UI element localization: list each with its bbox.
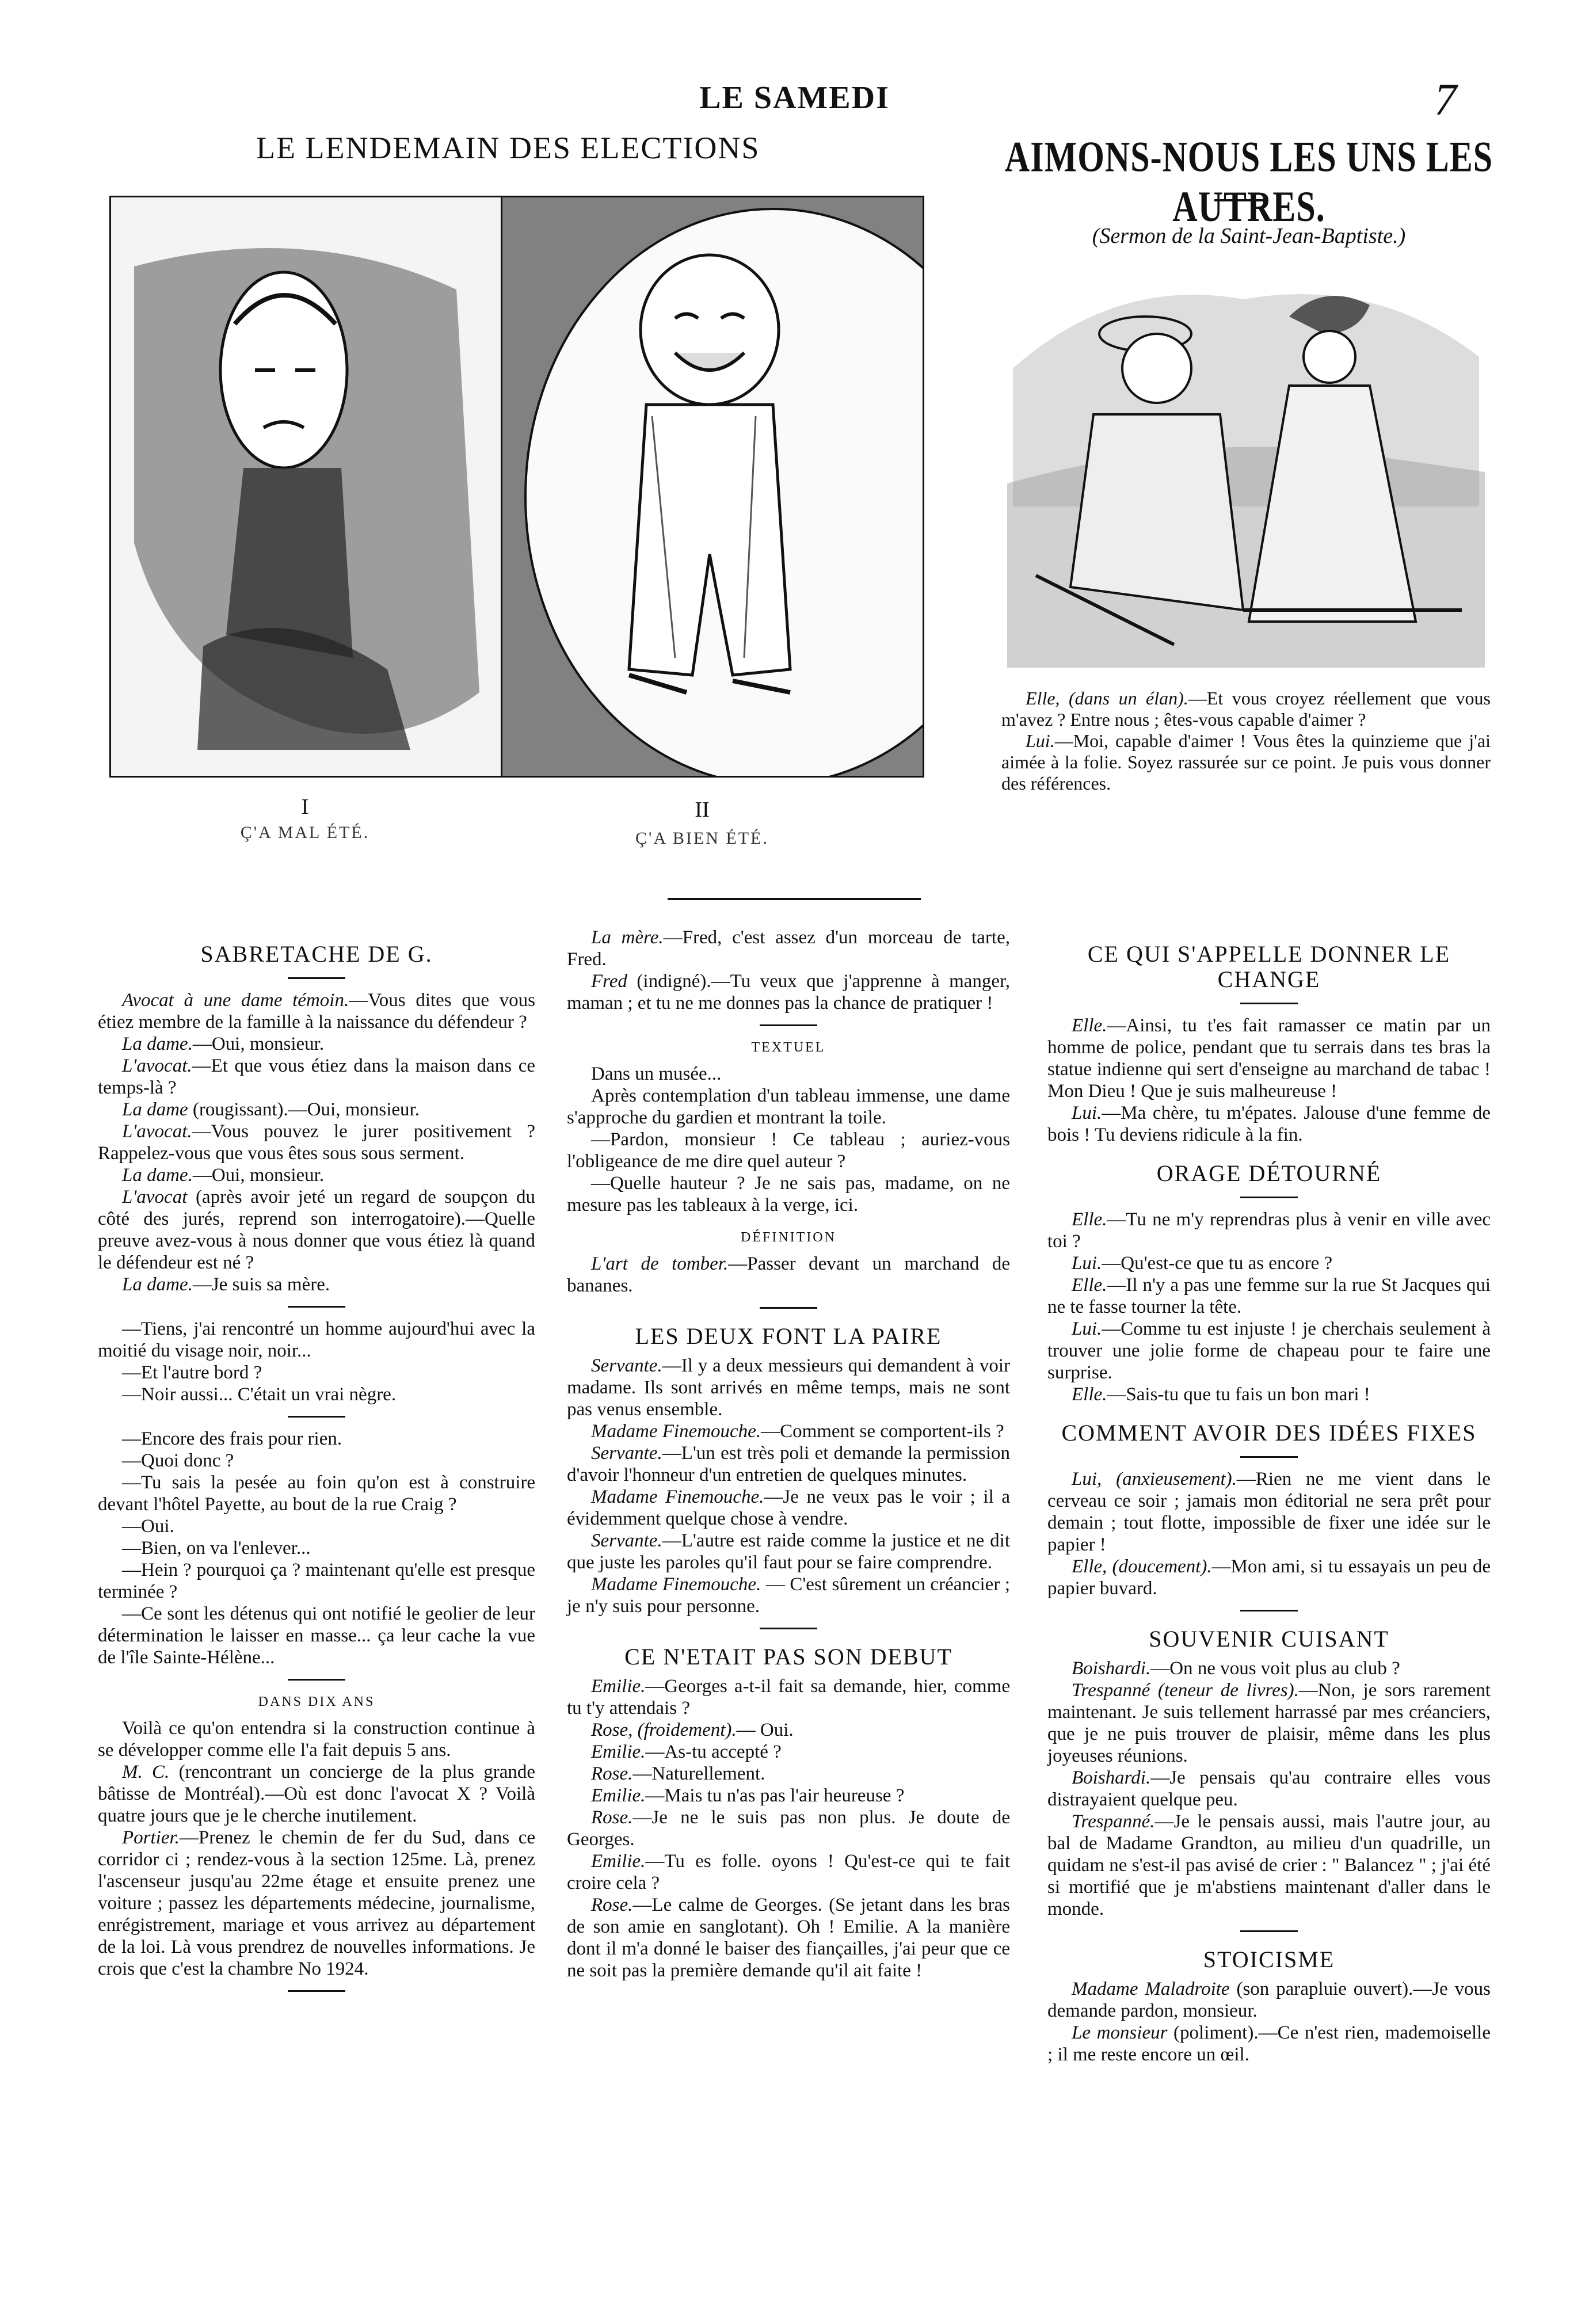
speaker: L'avocat.	[122, 1121, 192, 1142]
rule	[1240, 1197, 1298, 1198]
dialogue-text: —Tu es folle. oyons ! Qu'est-ce qui te fait croire cela ?	[567, 1851, 1010, 1894]
dialogue-text: —Passer devant un marchand de bananes.	[567, 1254, 1011, 1296]
speaker: Boishardi.	[1072, 1658, 1151, 1679]
speaker: La dame.	[122, 1274, 193, 1295]
aimons-title: AIMONS-NOUS LES UNS LES AUTRES.	[1004, 133, 1493, 230]
speaker: La dame.	[122, 1165, 193, 1186]
speaker: Elle.	[1072, 1015, 1107, 1036]
dialogue-text: (rencontrant un concierge de la plus grande bâtisse de Montréal).—Où est donc l'avocat X ? Voilà quatre jours que je le cherche inutilement.	[98, 1762, 535, 1826]
section-title: CE N'ETAIT PAS SON DEBUT	[624, 1644, 952, 1670]
dialogue-text: —Je le pensais aussi, mais l'autre jour, au bal de Madame Grandton, au milieu d'un quadrille, un quidam ne s'est-il pas avisé de crier : " Balancez " ; j'ai été si mortifié que je m'abstiens maintenant d'aller dans le monde.	[1047, 1811, 1491, 1919]
aimons-subtitle: (Sermon de la Saint-Jean-Baptiste.)	[1092, 224, 1406, 248]
dialogue-text: —Vous pouvez le jurer positivement ? Rappelez-vous que vous êtes sous sous serment.	[98, 1121, 535, 1164]
dialogue-text: —Mon ami, si tu essayais un peu de papier buvard.	[1047, 1556, 1491, 1599]
dialogue-text: —L'autre est raide comme la justice et ne dit que juste les paroles qu'il faut pour se faire comprendre.	[567, 1530, 1010, 1573]
subsection-title: DANS DIX ANS	[258, 1694, 375, 1709]
dialogue-text: (poliment).—Ce n'est rien, mademoiselle ; il me reste encore un œil.	[1047, 2022, 1491, 2065]
dialogue-text: —Non, je sors rarement maintenant. Je suis tellement harrassé par mes créanciers, que je ne puis trouver de plaisir, même dans les plus joyeuses réunions.	[1047, 1680, 1491, 1766]
rule	[288, 977, 345, 979]
paragraph: —Quoi donc ?	[122, 1450, 234, 1471]
speaker: Elle, (doucement).	[1072, 1556, 1212, 1577]
rule	[288, 1306, 345, 1308]
paragraph: —Pardon, monsieur ! Ce tableau ; auriez-vous l'obligeance de me dire quel auteur ?	[567, 1129, 1010, 1172]
happy-politician-illustration	[502, 197, 923, 776]
section-title: STOICISME	[1203, 1946, 1335, 1972]
dialogue-text: —On ne vous voit plus au club ?	[1150, 1658, 1400, 1679]
couple-bench-illustration	[1001, 265, 1491, 668]
paragraph: Après contemplation d'un tableau immense, une dame s'approche du gardien et montrant la toile.	[567, 1085, 1010, 1128]
dialogue-text: —Et que vous étiez dans la maison dans ce temps-là ?	[98, 1056, 535, 1098]
speaker: Rose.	[591, 1895, 633, 1915]
panel-2-numeral: II	[695, 798, 710, 822]
dialogue-text: (son parapluie ouvert).—Je vous demande pardon, monsieur.	[1047, 1979, 1491, 2021]
cartoon-title: LE LENDEMAIN DES ELECTIONS	[256, 131, 760, 165]
paragraph: —Tu sais la pesée au foin qu'on est à construire devant l'hôtel Payette, au bout de la rue Craig ?	[98, 1472, 535, 1515]
section-divider	[668, 898, 921, 900]
speaker: Servante.	[591, 1443, 662, 1464]
sad-politician-illustration	[111, 197, 502, 776]
dialogue-text: —Fred, c'est assez d'un morceau de tarte, Fred.	[567, 927, 1010, 970]
dialogue-text: —Ma chère, tu m'épates. Jalouse d'une femme de bois ! Tu deviens ridicule à la fin.	[1047, 1103, 1491, 1145]
speaker: Madame Maladroite	[1072, 1979, 1230, 1999]
dialogue-text: —Qu'est-ce que tu as encore ?	[1102, 1253, 1333, 1274]
paragraph: —Hein ? pourquoi ça ? maintenant qu'elle est presque terminée ?	[98, 1560, 535, 1602]
speaker: Lui, (anxieusement).	[1072, 1469, 1237, 1489]
speaker: Emilie.	[591, 1676, 646, 1697]
section-title: SABRETACHE DE G.	[200, 941, 433, 967]
section-title: LES DEUX FONT LA PAIRE	[635, 1323, 942, 1349]
cartoon-panel-2-illustration	[501, 196, 924, 778]
speaker: Lui.	[1072, 1253, 1102, 1274]
dialogue-text: —Mais tu n'as pas l'air heureuse ?	[645, 1785, 905, 1806]
speaker: Madame Finemouche.	[591, 1574, 761, 1595]
dialogue-text: —Oui, monsieur.	[192, 1165, 325, 1186]
speaker: L'avocat	[122, 1187, 188, 1207]
speaker: Emilie.	[591, 1742, 646, 1762]
speaker: Elle.	[1072, 1384, 1107, 1405]
paragraph: —Bien, on va l'enlever...	[122, 1538, 311, 1559]
dialogue-text: — Oui.	[736, 1720, 794, 1740]
speaker: La dame.	[122, 1034, 193, 1054]
speaker: M. C.	[122, 1762, 170, 1782]
dialogue-text: Voilà ce qu'on entendra si la construction continue à se développer comme elle l'a fait depuis 5 ans.	[98, 1718, 535, 1761]
dialogue-text: —L'un est très poli et demande la permission d'avoir l'honneur d'un entretien de quelques minutes.	[567, 1443, 1010, 1485]
speaker: Emilie.	[591, 1785, 646, 1806]
subsection-title: DÉFINITION	[741, 1230, 836, 1245]
dialogue-text: —Comment se comportent-ils ?	[761, 1421, 1004, 1442]
section-title: COMMENT AVOIR DES IDÉES FIXES	[1061, 1420, 1477, 1446]
section-title: CE QUI S'APPELLE DONNER LE CHANGE	[1087, 941, 1451, 992]
rule	[1240, 1610, 1298, 1611]
cartoon-panel-1-illustration	[109, 196, 504, 778]
rule	[288, 1679, 345, 1681]
speaker: Lui.	[1072, 1103, 1102, 1123]
dialogue-text: —Oui, monsieur.	[192, 1034, 325, 1054]
paragraph: Dans un musée...	[591, 1064, 722, 1084]
dialogue-text: —Naturellement.	[632, 1763, 765, 1784]
paragraph: —Noir aussi... C'était un vrai nègre.	[122, 1384, 397, 1405]
rule	[760, 1307, 817, 1309]
section-title: SOUVENIR CUISANT	[1149, 1626, 1389, 1652]
paragraph: —Tiens, j'ai rencontré un homme aujourd'hui avec la moitié du visage noir, noir...	[98, 1319, 535, 1361]
dialogue-text: —Sais-tu que tu fais un bon mari !	[1107, 1384, 1370, 1405]
dialogue-text: —Et vous croyez réellement que vous m'avez ? Entre nous ; êtes-vous capable d'aimer ?	[1001, 688, 1491, 730]
page-number: 7	[1434, 74, 1457, 124]
dialogue-text: —Vous dites que vous étiez membre de la famille à la naissance du défendeur ?	[98, 990, 535, 1033]
subsection-title: TEXTUEL	[751, 1040, 826, 1055]
dialogue-text: —Il y a deux messieurs qui demandent à voir madame. Ils sont arrivés en même temps, mais ne sont pas venus ensemble.	[567, 1355, 1010, 1420]
speaker: Madame Finemouche.	[591, 1421, 761, 1442]
speaker: La dame	[122, 1099, 188, 1120]
dialogue-text: —Ainsi, tu t'es fait ramasser ce matin par un homme de police, pendant que tu serrais dans tes bras la statue indienne qui sert d'enseigne au marchand de tabac ! Mon Dieu ! Que je suis malheureuse !	[1047, 1015, 1491, 1102]
panel-1-numeral: I	[301, 795, 309, 819]
speaker: Rose, (froidement).	[591, 1720, 737, 1740]
paragraph: —Et l'autre bord ?	[122, 1362, 262, 1383]
column-1	[98, 927, 535, 2002]
column-3	[1047, 927, 1491, 2066]
rule	[288, 1416, 345, 1418]
speaker: Lui.	[1072, 1319, 1102, 1339]
rule	[760, 1024, 817, 1026]
section-title: ORAGE DÉTOURNÉ	[1156, 1160, 1382, 1186]
speaker: Elle.	[1072, 1275, 1107, 1296]
paragraph: —Quelle hauteur ? Je ne sais pas, madame, on ne mesure pas les tableaux à la verge, ici.	[567, 1173, 1010, 1216]
speaker: Portier.	[122, 1827, 180, 1848]
dialogue-text: (après avoir jeté un regard de soupçon du côté des jurés, reprend son interrogatoire).—Quelle preuve avez-vous à nous donner que vous étiez là quand le défendeur est né ?	[98, 1187, 535, 1273]
paragraph: —Oui.	[122, 1516, 174, 1537]
speaker: Elle.	[1072, 1209, 1107, 1230]
dialogue-text: (indigné).—Tu veux que j'apprenne à manger, maman ; et tu ne me donnes pas la chance de pratiquer !	[567, 971, 1010, 1014]
dialogue-text: —Tu ne m'y reprendras plus à venir en ville avec toi ?	[1047, 1209, 1491, 1252]
dialogue-text: (rougissant).—Oui, monsieur.	[188, 1099, 420, 1120]
dialogue-text: —Georges a-t-il fait sa demande, hier, comme tu t'y attendais ?	[567, 1676, 1010, 1719]
rule	[1240, 1930, 1298, 1932]
speaker: Emilie.	[591, 1851, 646, 1872]
rule	[1240, 1456, 1298, 1458]
dialogue-text: —Le calme de Georges. (Se jetant dans les bras de son amie en sanglotant). Oh ! Emilie. A la manière dont il m'a donné le baiser des fiançailles, j'ai peur que ce ne soit pas la première demande qu'il ait faite !	[567, 1895, 1010, 1981]
dialogue-text: —Rien ne me vient dans le cerveau ce soir ; jamais mon éditorial ne sera prêt pour demain ; tout flotte, impossible de fixer une idée sur le papier !	[1047, 1469, 1491, 1555]
dialogue-text: —Je ne veux pas le voir ; il a évidemment quelque chose à vendre.	[567, 1487, 1010, 1529]
panel-2-caption: Ç'A BIEN ÉTÉ.	[635, 829, 769, 848]
rule	[1240, 1003, 1298, 1004]
dialogue-text: — C'est sûrement un créancier ; je n'y suis pour personne.	[567, 1574, 1010, 1617]
speaker: Trespanné (teneur de livres).	[1072, 1680, 1299, 1701]
speaker: L'art de tomber.	[591, 1254, 729, 1274]
speaker: Elle, (dans un élan).	[1026, 688, 1188, 708]
couple-on-bench-illustration	[1001, 265, 1491, 668]
masthead: LE SAMEDI	[699, 80, 890, 116]
speaker: Boishardi.	[1072, 1767, 1151, 1788]
dialogue-text: —Prenez le chemin de fer du Sud, dans ce corridor ci ; rendez-vous à la section 125me. Là, prenez l'ascenseur jusqu'au 22me étage et ensuite prenez une voiture ; passez les départements médecine, journalisme, enrégistrement, mariage et vous arrivez au département de la loi. Là vous prendrez de nouvelles informations. Je crois que c'est la chambre No 1924.	[98, 1827, 535, 1979]
rule	[288, 1990, 345, 1992]
dialogue-text: —Moi, capable d'aimer ! Vous êtes la quinzieme que j'ai aimée à la folie. Soyez rassurée sur ce point. Je puis vous donner des références.	[1001, 730, 1491, 794]
paragraph: —Ce sont les détenus qui ont notifié le geolier de leur détermination le laisser en masse... ça leur cache la vue de l'île Sainte-Hélène...	[98, 1603, 535, 1668]
speaker: Fred	[591, 971, 627, 992]
speaker: Madame Finemouche.	[591, 1487, 764, 1507]
dialogue-text: —Comme tu est injuste ! je cherchais seulement à trouver une jolie forme de chapeau pour te faire une surprise.	[1047, 1319, 1491, 1383]
speaker: La mère.	[591, 927, 664, 948]
speaker: Le monsieur	[1072, 2022, 1168, 2043]
speaker: Servante.	[591, 1530, 662, 1551]
dialogue-text: —Il n'y a pas une femme sur la rue St Jacques qui ne te fasse tourner la tête.	[1047, 1275, 1491, 1317]
rule	[760, 1628, 817, 1629]
speaker: Lui.	[1026, 730, 1055, 751]
dialogue-text: —Je pensais qu'au contraire elles vous distrayaient quelque peu.	[1047, 1767, 1491, 1810]
paragraph: —Encore des frais pour rien.	[122, 1428, 342, 1449]
panel-1-caption: Ç'A MAL ÉTÉ.	[240, 823, 370, 842]
speaker: L'avocat.	[122, 1056, 192, 1076]
column-2	[567, 927, 1010, 1982]
speaker: Trespanné.	[1072, 1811, 1155, 1832]
aimons-dialogue	[1001, 688, 1491, 794]
speaker: Rose.	[591, 1807, 633, 1828]
dialogue-text: —Je ne le suis pas non plus. Je doute de Georges.	[567, 1807, 1010, 1850]
title-rule	[1214, 199, 1266, 201]
dialogue-text: —Je suis sa mère.	[192, 1274, 330, 1295]
speaker: Rose.	[591, 1763, 633, 1784]
speaker: Avocat à une dame témoin.	[122, 990, 349, 1011]
speaker: Servante.	[591, 1355, 662, 1376]
dialogue-text: —As-tu accepté ?	[645, 1742, 782, 1762]
